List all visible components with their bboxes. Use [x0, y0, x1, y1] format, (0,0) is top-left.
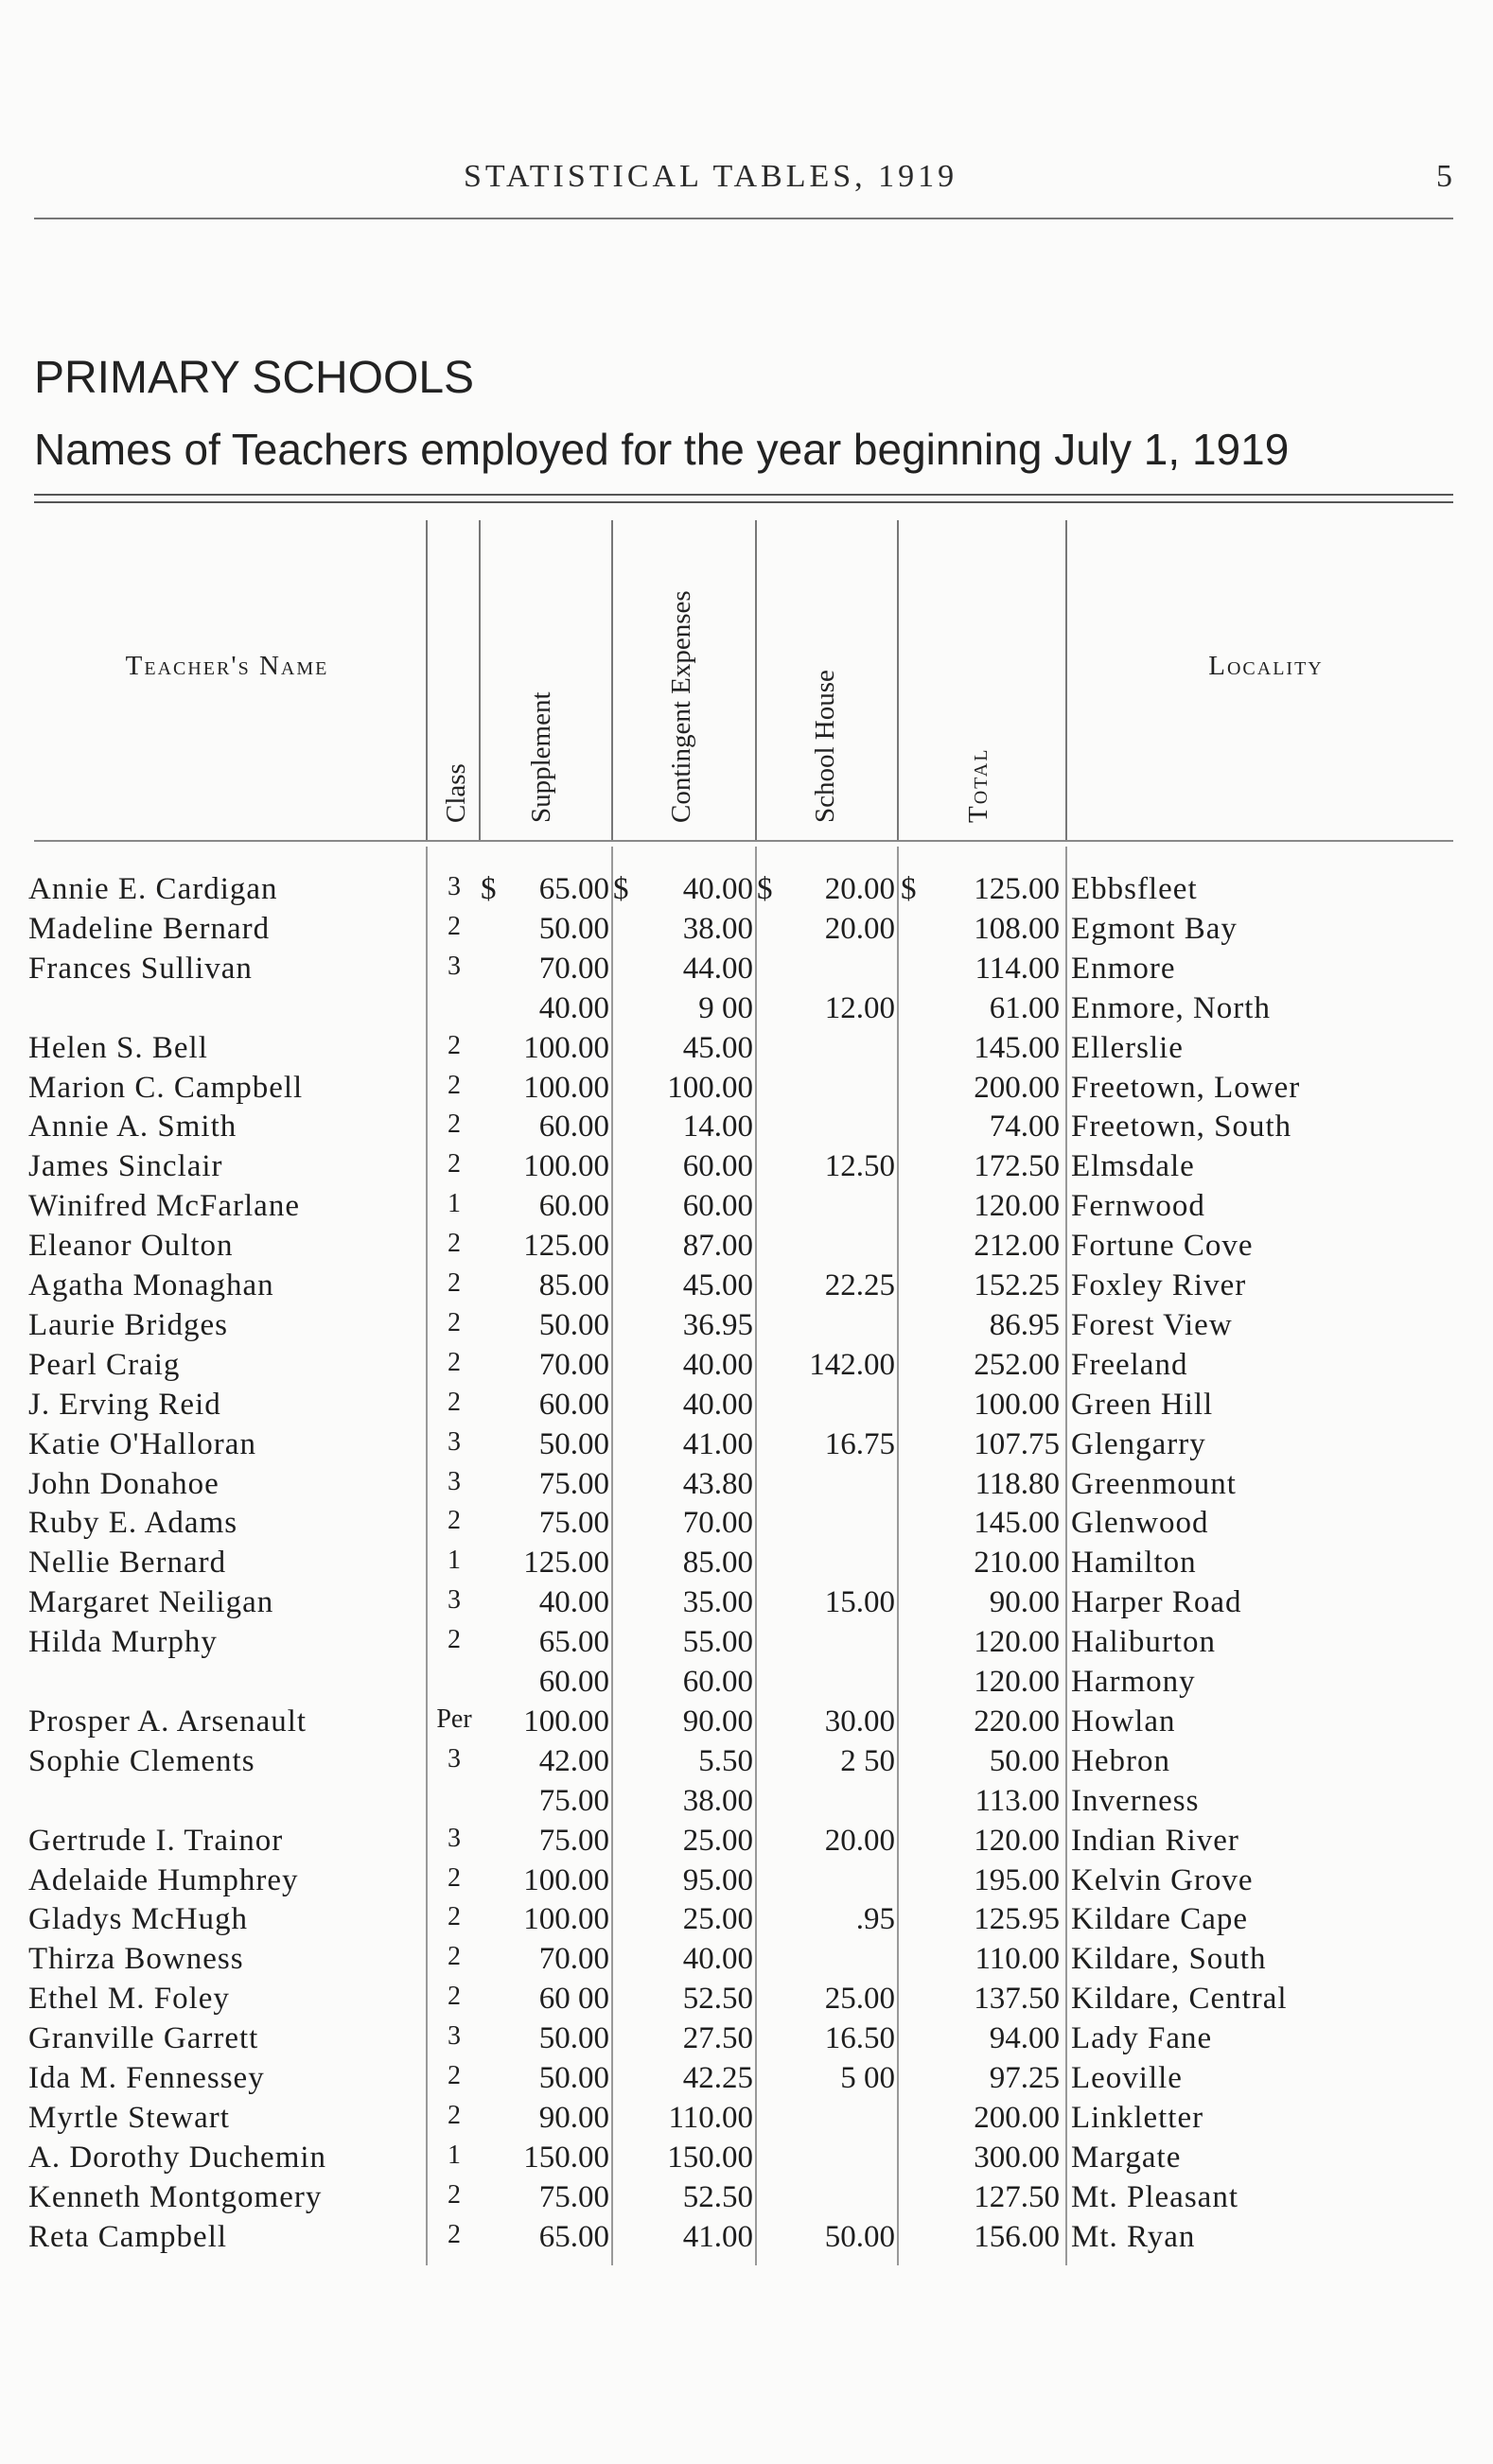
supplement-cell: 75.00 [538, 2180, 609, 2214]
locality-cell: Green Hill [1071, 1388, 1214, 1422]
contingent-cell: 150.00 [667, 2141, 753, 2175]
supplement-cell: 60.00 [538, 1189, 609, 1223]
locality-cell: Inverness [1071, 1784, 1200, 1818]
locality-cell: Haliburton [1071, 1625, 1216, 1659]
class-cell: 3 [448, 1585, 461, 1615]
table-row [0, 1585, 1493, 1625]
contingent-cell: 40.00 [682, 872, 753, 906]
contingent-cell: 41.00 [682, 1427, 753, 1461]
supplement-cell: 50.00 [538, 1427, 609, 1461]
contingent-cell: 60.00 [682, 1149, 753, 1183]
supplement-cell: 50.00 [538, 2061, 609, 2095]
table-row [0, 1982, 1493, 2021]
total-cell: 137.50 [974, 1982, 1060, 2016]
school-house-cell: 15.00 [824, 1585, 895, 1619]
contingent-cell: 25.00 [682, 1902, 753, 1936]
class-cell: 2 [448, 1348, 461, 1377]
locality-cell: Hamilton [1071, 1546, 1197, 1580]
total-cell: 195.00 [974, 1863, 1060, 1897]
contingent-cell: 55.00 [682, 1625, 753, 1659]
table-row [0, 1704, 1493, 1744]
supplement-cell: 40.00 [538, 1585, 609, 1619]
supplement-cell: 75.00 [538, 1784, 609, 1818]
contingent-cell: 110.00 [668, 2101, 753, 2135]
supplement-cell: 75.00 [538, 1467, 609, 1501]
teacher-name: Reta Campbell [28, 2220, 228, 2254]
teacher-name: Gladys McHugh [28, 1902, 249, 1936]
teacher-name: John Donahoe [28, 1467, 220, 1501]
class-cell: 1 [448, 2141, 461, 2170]
total-cell: 200.00 [974, 1071, 1060, 1105]
teacher-name: Prosper A. Arsenault [28, 1704, 307, 1739]
dollar-sign-contingent: $ [613, 872, 629, 906]
table-row [0, 1467, 1493, 1507]
table-row [0, 2141, 1493, 2180]
table-row [0, 1031, 1493, 1071]
class-cell: 2 [448, 1863, 461, 1893]
contingent-cell: 85.00 [682, 1546, 753, 1580]
table-row [0, 1506, 1493, 1546]
table-row [0, 1625, 1493, 1665]
school-house-cell: 12.00 [824, 991, 895, 1025]
table-row [0, 912, 1493, 952]
locality-cell: Ellerslie [1071, 1031, 1184, 1065]
teacher-name: A. Dorothy Duchemin [28, 2141, 327, 2175]
class-cell: 1 [448, 1189, 461, 1218]
locality-cell: Indian River [1071, 1824, 1239, 1858]
total-cell: 300.00 [974, 2141, 1060, 2175]
teacher-name: Pearl Craig [28, 1348, 181, 1382]
supplement-cell: 42.00 [538, 1744, 609, 1778]
table-header [0, 511, 1493, 837]
total-cell: 210.00 [974, 1546, 1060, 1580]
running-title: STATISTICAL TABLES, 1919 [464, 159, 958, 194]
supplement-cell: 60 00 [538, 1982, 609, 2016]
teacher-name: Gertrude I. Trainor [28, 1824, 284, 1858]
class-cell: 2 [448, 1308, 461, 1337]
total-cell: 86.95 [989, 1308, 1060, 1342]
supplement-cell: 60.00 [538, 1110, 609, 1144]
contingent-cell: 14.00 [682, 1110, 753, 1144]
class-cell: 2 [448, 1942, 461, 1971]
locality-cell: Hebron [1071, 1744, 1170, 1778]
teacher-name: Margaret Neiligan [28, 1585, 274, 1619]
locality-cell: Lady Fane [1071, 2021, 1213, 2055]
locality-cell: Fernwood [1071, 1189, 1205, 1223]
class-cell: 2 [448, 1031, 461, 1060]
supplement-cell: 70.00 [538, 1348, 609, 1382]
dollar-sign-supplement: $ [481, 872, 497, 906]
column-header-contingent: Contingent Expenses [666, 590, 696, 823]
class-cell: 2 [448, 1982, 461, 2011]
locality-cell: Glenwood [1071, 1506, 1209, 1540]
teacher-name: Ethel M. Foley [28, 1982, 230, 2016]
total-cell: 107.75 [974, 1427, 1060, 1461]
table-row [0, 1268, 1493, 1308]
total-cell: 97.25 [989, 2061, 1060, 2095]
teacher-name: Sophie Clements [28, 1744, 255, 1778]
supplement-cell: 50.00 [538, 2021, 609, 2055]
contingent-cell: 95.00 [682, 1863, 753, 1897]
section-title: PRIMARY SCHOOLS [34, 353, 475, 403]
school-house-cell: 25.00 [824, 1982, 895, 2016]
school-house-cell: 30.00 [824, 1704, 895, 1739]
table-row [0, 1863, 1493, 1903]
table-row [0, 1071, 1493, 1110]
class-cell: 2 [448, 1149, 461, 1179]
contingent-cell: 43.80 [682, 1467, 753, 1501]
total-cell: 156.00 [974, 2220, 1060, 2254]
class-cell: 2 [448, 2220, 461, 2249]
dollar-sign-total: $ [901, 872, 917, 906]
total-cell: 120.00 [974, 1189, 1060, 1223]
table-row [0, 1942, 1493, 1982]
teacher-name: Kenneth Montgomery [28, 2180, 323, 2214]
teacher-name: Nellie Bernard [28, 1546, 227, 1580]
contingent-cell: 40.00 [682, 1348, 753, 1382]
school-house-cell: 12.50 [824, 1149, 895, 1183]
teacher-name: Madeline Bernard [28, 912, 271, 946]
class-cell: 2 [448, 1506, 461, 1535]
class-cell: 2 [448, 1229, 461, 1258]
school-house-cell: 16.75 [824, 1427, 895, 1461]
contingent-cell: 5.50 [698, 1744, 753, 1778]
supplement-cell: 50.00 [538, 912, 609, 946]
contingent-cell: 38.00 [682, 912, 753, 946]
school-house-cell: 50.00 [824, 2220, 895, 2254]
table-row [0, 2180, 1493, 2220]
locality-cell: Linkletter [1071, 2101, 1204, 2135]
table-row [0, 991, 1493, 1031]
teacher-name: Ruby E. Adams [28, 1506, 238, 1540]
table-row [0, 2061, 1493, 2101]
contingent-cell: 45.00 [682, 1031, 753, 1065]
supplement-cell: 60.00 [538, 1388, 609, 1422]
table-row [0, 1824, 1493, 1863]
table-row [0, 1665, 1493, 1704]
total-cell: 145.00 [974, 1506, 1060, 1540]
total-cell: 252.00 [974, 1348, 1060, 1382]
locality-cell: Harmony [1071, 1665, 1196, 1699]
supplement-cell: 40.00 [538, 991, 609, 1025]
header-divider [897, 520, 899, 842]
table-row [0, 1902, 1493, 1942]
teacher-name: Hilda Murphy [28, 1625, 218, 1659]
total-cell: 120.00 [974, 1625, 1060, 1659]
table-row [0, 1149, 1493, 1189]
table-row [0, 2021, 1493, 2061]
locality-cell: Greenmount [1071, 1467, 1237, 1501]
teacher-name: Ida M. Fennessey [28, 2061, 265, 2095]
school-house-cell: 16.50 [824, 2021, 895, 2055]
supplement-cell: 70.00 [538, 1942, 609, 1976]
locality-cell: Mt. Ryan [1071, 2220, 1196, 2254]
locality-cell: Freeland [1071, 1348, 1188, 1382]
total-cell: 220.00 [974, 1704, 1060, 1739]
table-row [0, 1784, 1493, 1824]
total-cell: 120.00 [974, 1665, 1060, 1699]
class-cell: 2 [448, 1625, 461, 1654]
teacher-name: Winifred McFarlane [28, 1189, 300, 1223]
class-cell: 2 [448, 2180, 461, 2210]
header-divider [755, 520, 757, 842]
column-header-total: Total [963, 747, 993, 823]
table-row [0, 2101, 1493, 2141]
contingent-cell: 45.00 [682, 1268, 753, 1302]
teacher-name: Agatha Monaghan [28, 1268, 274, 1302]
total-cell: 90.00 [989, 1585, 1060, 1619]
locality-cell: Margate [1071, 2141, 1182, 2175]
table-row [0, 2220, 1493, 2260]
contingent-cell: 60.00 [682, 1665, 753, 1699]
class-cell: 3 [448, 1467, 461, 1496]
class-cell: 1 [448, 1546, 461, 1575]
teacher-name: Thirza Bowness [28, 1942, 244, 1976]
school-house-cell: 20.00 [824, 872, 895, 906]
school-house-cell: 5 00 [840, 2061, 895, 2095]
table-row [0, 1229, 1493, 1268]
teacher-name: Helen S. Bell [28, 1031, 208, 1065]
teacher-name: Katie O'Halloran [28, 1427, 256, 1461]
contingent-cell: 42.25 [682, 2061, 753, 2095]
contingent-cell: 44.00 [682, 952, 753, 986]
school-house-cell: 2 50 [840, 1744, 895, 1778]
locality-cell: Ebbsfleet [1071, 872, 1198, 906]
column-header-name: Teacher's Name [125, 651, 329, 681]
supplement-cell: 85.00 [538, 1268, 609, 1302]
locality-cell: Freetown, Lower [1071, 1071, 1301, 1105]
total-cell: 200.00 [974, 2101, 1060, 2135]
contingent-cell: 70.00 [682, 1506, 753, 1540]
contingent-cell: 87.00 [682, 1229, 753, 1263]
locality-cell: Howlan [1071, 1704, 1176, 1739]
total-cell: 118.80 [975, 1467, 1060, 1501]
school-house-cell: 20.00 [824, 1824, 895, 1858]
total-cell: 74.00 [989, 1110, 1060, 1144]
header-divider [479, 520, 481, 842]
total-cell: 94.00 [989, 2021, 1060, 2055]
dollar-sign-school-house: $ [757, 872, 773, 906]
supplement-cell: 100.00 [523, 1902, 609, 1936]
contingent-cell: 41.00 [682, 2220, 753, 2254]
contingent-cell: 36.95 [682, 1308, 753, 1342]
school-house-cell: .95 [855, 1902, 895, 1936]
contingent-cell: 9 00 [698, 991, 753, 1025]
running-head [0, 151, 1493, 199]
contingent-cell: 90.00 [682, 1704, 753, 1739]
total-cell: 152.25 [974, 1268, 1060, 1302]
class-cell: 3 [448, 1824, 461, 1853]
class-cell: Per [436, 1704, 472, 1734]
contingent-cell: 52.50 [682, 2180, 753, 2214]
class-cell: 3 [448, 952, 461, 981]
table-row [0, 1348, 1493, 1388]
table-row [0, 1388, 1493, 1427]
supplement-cell: 75.00 [538, 1506, 609, 1540]
class-cell: 2 [448, 1268, 461, 1298]
total-cell: 113.00 [975, 1784, 1060, 1818]
locality-cell: Foxley River [1071, 1268, 1247, 1302]
locality-cell: Kelvin Grove [1071, 1863, 1254, 1897]
supplement-cell: 75.00 [538, 1824, 609, 1858]
teacher-name: Laurie Bridges [28, 1308, 229, 1342]
supplement-cell: 70.00 [538, 952, 609, 986]
supplement-cell: 100.00 [523, 1031, 609, 1065]
contingent-cell: 100.00 [667, 1071, 753, 1105]
total-cell: 50.00 [989, 1744, 1060, 1778]
teacher-name: James Sinclair [28, 1149, 223, 1183]
contingent-cell: 52.50 [682, 1982, 753, 2016]
class-cell: 3 [448, 1744, 461, 1774]
locality-cell: Leoville [1071, 2061, 1183, 2095]
supplement-cell: 65.00 [538, 1625, 609, 1659]
supplement-cell: 100.00 [523, 1704, 609, 1739]
total-cell: 61.00 [989, 991, 1060, 1025]
table-row [0, 1427, 1493, 1467]
supplement-cell: 60.00 [538, 1665, 609, 1699]
teacher-name: Marion C. Campbell [28, 1071, 304, 1105]
class-cell: 2 [448, 912, 461, 941]
teacher-name: J. Erving Reid [28, 1388, 221, 1422]
locality-cell: Kildare, Central [1071, 1982, 1288, 2016]
table-top-rule [34, 494, 1453, 496]
class-cell: 2 [448, 1902, 461, 1931]
locality-cell: Enmore [1071, 952, 1176, 986]
table-top-rule-2 [34, 501, 1453, 503]
contingent-cell: 35.00 [682, 1585, 753, 1619]
school-house-cell: 142.00 [809, 1348, 895, 1382]
contingent-cell: 40.00 [682, 1388, 753, 1422]
column-header-class: Class [441, 763, 471, 823]
supplement-cell: 100.00 [523, 1149, 609, 1183]
contingent-cell: 25.00 [682, 1824, 753, 1858]
locality-cell: Egmont Bay [1071, 912, 1238, 946]
column-header-school-house: School House [810, 670, 840, 823]
supplement-cell: 100.00 [523, 1071, 609, 1105]
locality-cell: Fortune Cove [1071, 1229, 1254, 1263]
locality-cell: Elmsdale [1071, 1149, 1195, 1183]
class-cell: 2 [448, 1110, 461, 1139]
total-cell: 114.00 [975, 952, 1060, 986]
class-cell: 2 [448, 2061, 461, 2090]
header-divider [1065, 520, 1067, 842]
total-cell: 108.00 [974, 912, 1060, 946]
locality-cell: Glengarry [1071, 1427, 1206, 1461]
supplement-cell: 100.00 [523, 1863, 609, 1897]
table-row [0, 1189, 1493, 1229]
class-cell: 3 [448, 872, 461, 901]
locality-cell: Harper Road [1071, 1585, 1242, 1619]
locality-cell: Kildare, South [1071, 1942, 1267, 1976]
table-row [0, 1546, 1493, 1585]
class-cell: 3 [448, 2021, 461, 2051]
total-cell: 125.95 [974, 1902, 1060, 1936]
supplement-cell: 65.00 [538, 872, 609, 906]
supplement-cell: 50.00 [538, 1308, 609, 1342]
locality-cell: Forest View [1071, 1308, 1233, 1342]
contingent-cell: 40.00 [682, 1942, 753, 1976]
teacher-name: Annie A. Smith [28, 1110, 237, 1144]
total-cell: 100.00 [974, 1388, 1060, 1422]
contingent-cell: 27.50 [682, 2021, 753, 2055]
supplement-cell: 125.00 [523, 1229, 609, 1263]
total-cell: 127.50 [974, 2180, 1060, 2214]
locality-cell: Mt. Pleasant [1071, 2180, 1238, 2214]
table-row [0, 1110, 1493, 1149]
class-cell: 2 [448, 2101, 461, 2130]
supplement-cell: 65.00 [538, 2220, 609, 2254]
contingent-cell: 60.00 [682, 1189, 753, 1223]
supplement-cell: 150.00 [523, 2141, 609, 2175]
teacher-name: Myrtle Stewart [28, 2101, 230, 2135]
column-header-locality: Locality [1208, 651, 1324, 681]
section-subtitle: Names of Teachers employed for the year beginning July 1, 1919 [34, 425, 1290, 474]
school-house-cell: 22.25 [824, 1268, 895, 1302]
teacher-name: Eleanor Oulton [28, 1229, 234, 1263]
table-row [0, 872, 1493, 912]
page-number: 5 [1436, 159, 1452, 194]
teacher-name: Frances Sullivan [28, 952, 253, 986]
locality-cell: Enmore, North [1071, 991, 1271, 1025]
total-cell: 212.00 [974, 1229, 1060, 1263]
teacher-name: Adelaide Humphrey [28, 1863, 299, 1897]
locality-cell: Kildare Cape [1071, 1902, 1249, 1936]
contingent-cell: 38.00 [682, 1784, 753, 1818]
school-house-cell: 20.00 [824, 912, 895, 946]
teacher-name: Granville Garrett [28, 2021, 259, 2055]
header-divider [426, 520, 428, 842]
table-row [0, 1308, 1493, 1348]
locality-cell: Freetown, South [1071, 1110, 1292, 1144]
class-cell: 3 [448, 1427, 461, 1457]
class-cell: 2 [448, 1388, 461, 1417]
header-bottom-rule [34, 840, 1453, 842]
class-cell: 2 [448, 1071, 461, 1100]
header-divider [611, 520, 613, 842]
table-row [0, 1744, 1493, 1784]
total-cell: 120.00 [974, 1824, 1060, 1858]
head-rule [34, 218, 1453, 219]
supplement-cell: 125.00 [523, 1546, 609, 1580]
total-cell: 125.00 [974, 872, 1060, 906]
column-header-supplement: Supplement [526, 691, 556, 823]
supplement-cell: 90.00 [538, 2101, 609, 2135]
total-cell: 145.00 [974, 1031, 1060, 1065]
total-cell: 172.50 [974, 1149, 1060, 1183]
total-cell: 110.00 [975, 1942, 1060, 1976]
teacher-name: Annie E. Cardigan [28, 872, 278, 906]
table-row [0, 952, 1493, 991]
